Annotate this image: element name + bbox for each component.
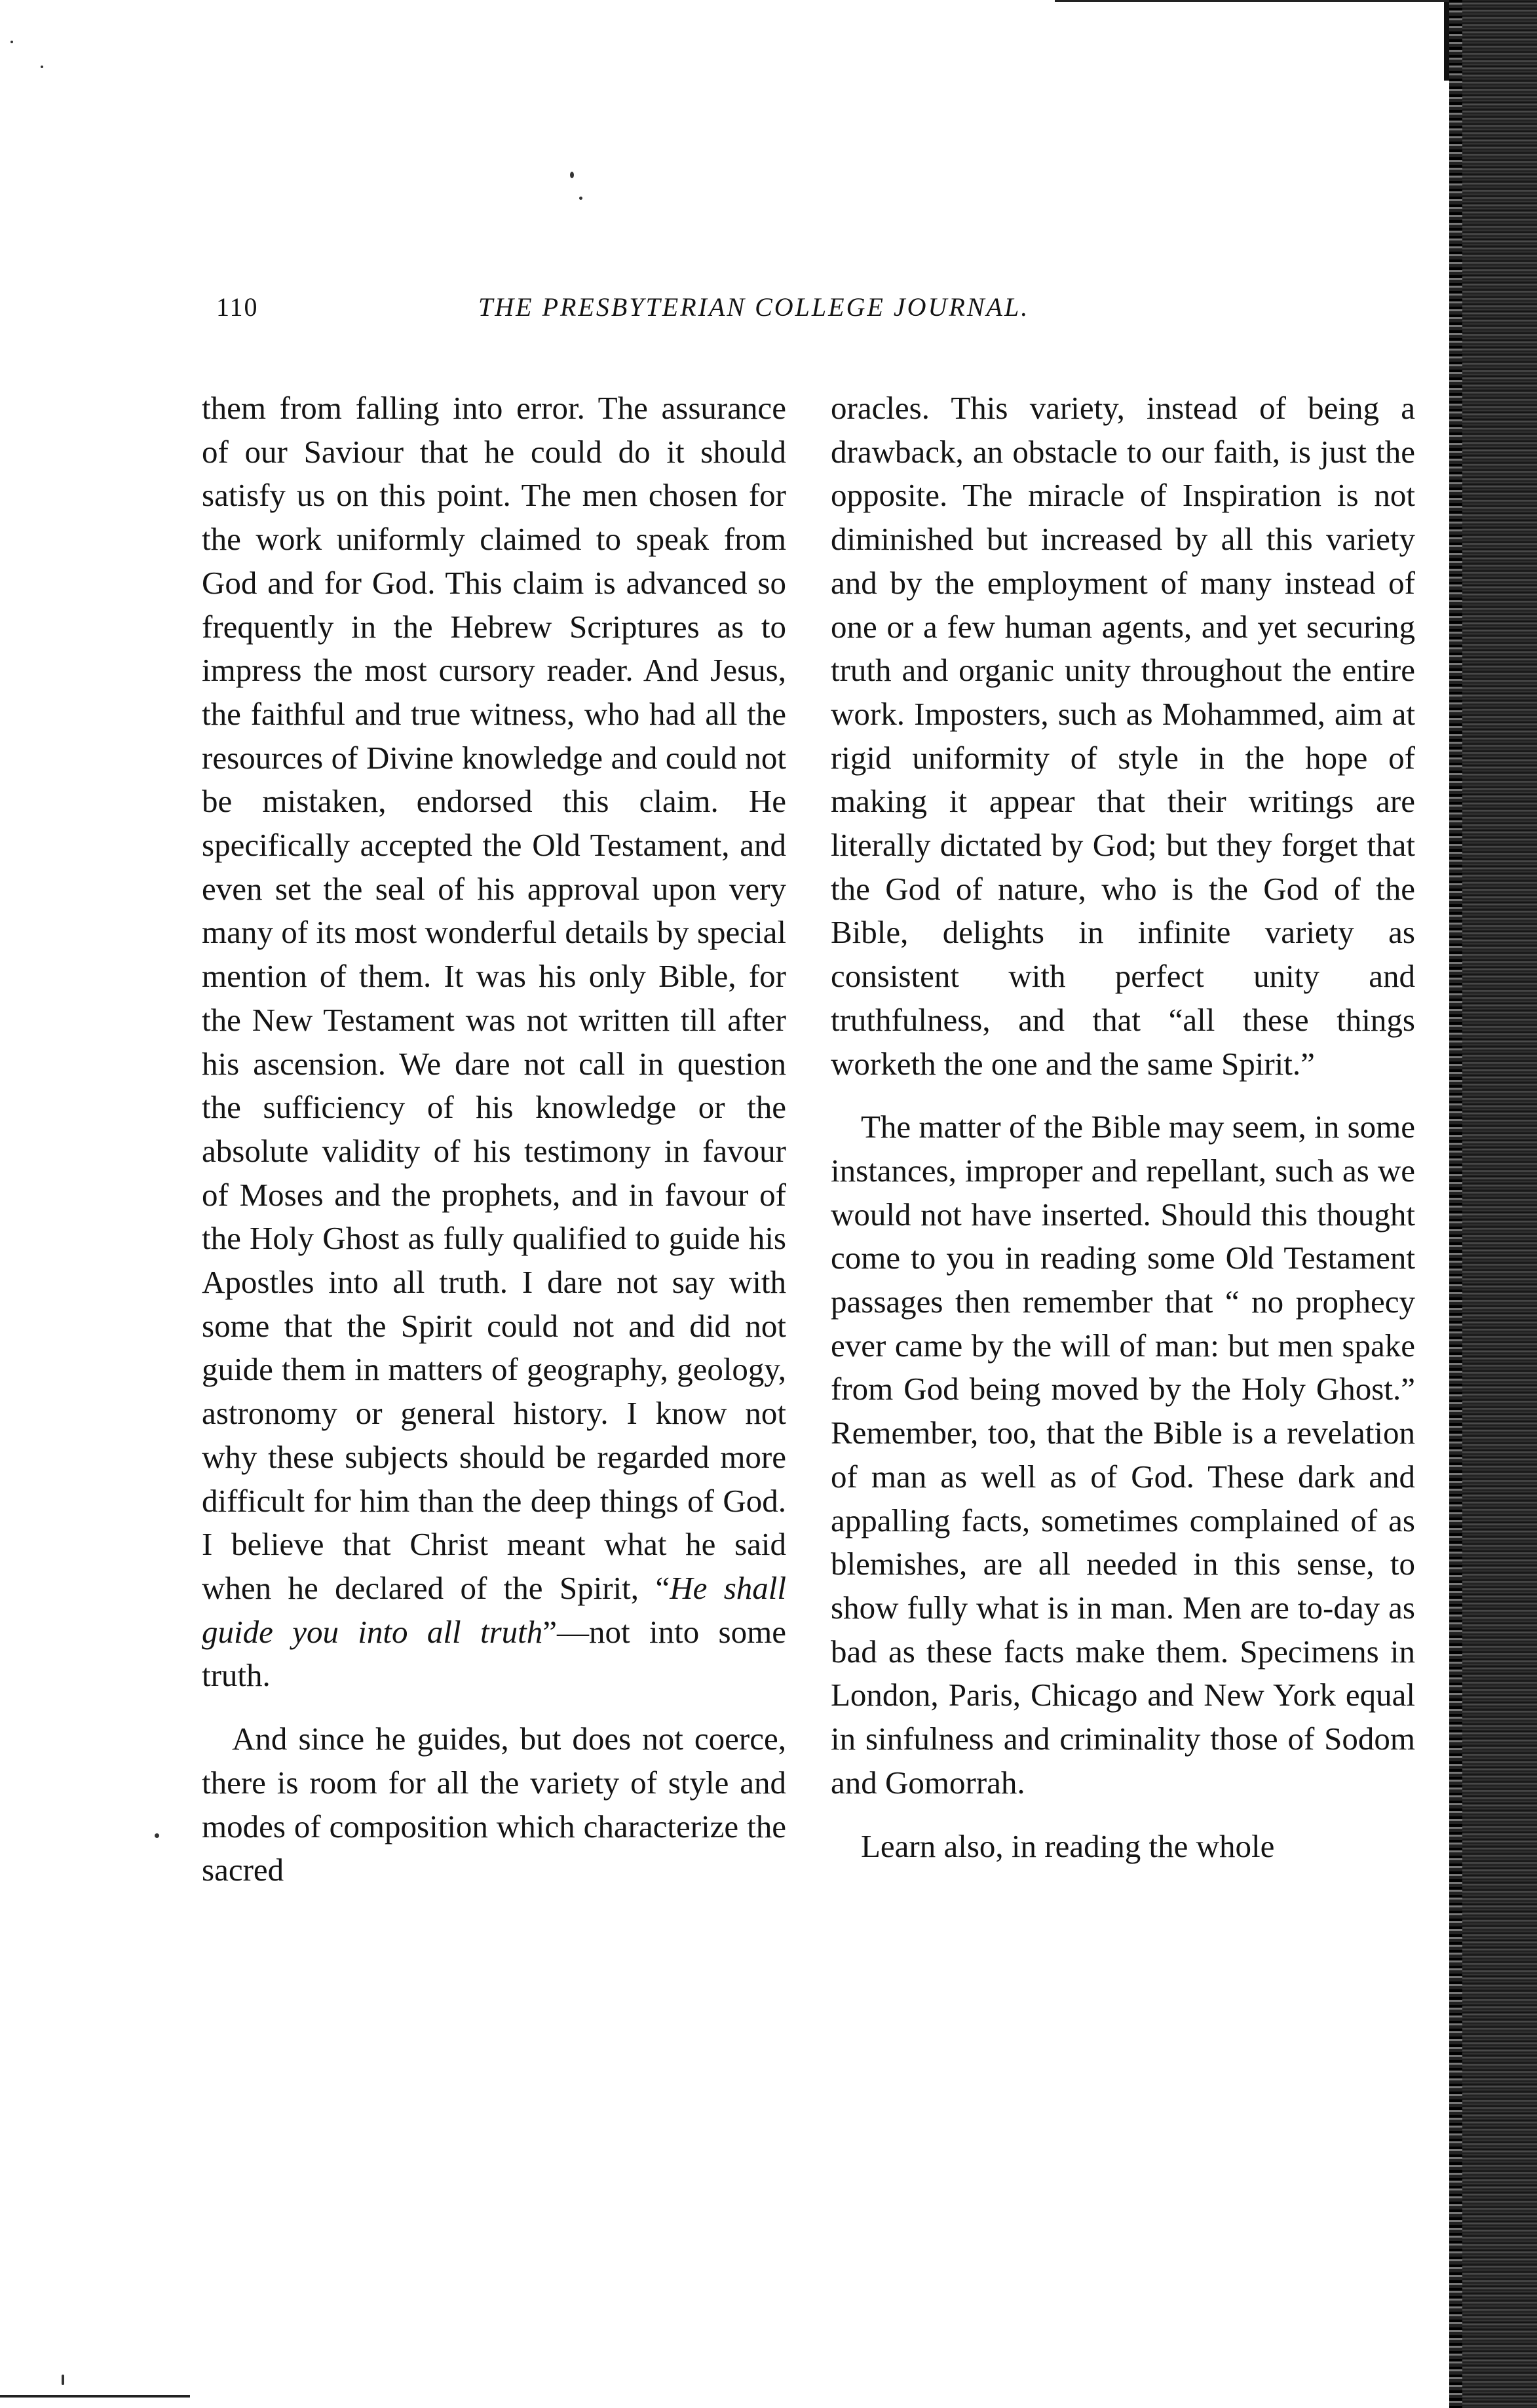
scan-bottom-rule — [0, 2395, 190, 2398]
quote-close: ”—not into some truth. — [202, 1613, 786, 1694]
ink-speck — [155, 1833, 159, 1838]
ink-speck — [62, 2375, 64, 2385]
right-column — [831, 387, 1415, 1868]
right-paragraph-2: The matter of the Bible may seem, in some instances, improper and repellant, such as we would not have inserted. Should this thought come to you in reading some Old Testament passages then remember that “ no prophecy ever came by the will of man: but men spake from God being moved by the Holy Ghost.” Remember, too, that the Bible is a revelation of man as well as of God. These dark and appalling facts, sometimes complained of as blemishes, are all needed in this sense, to show fully what is in man. Men are to-day as bad as these facts make them. Specimens in London, Paris, Chicago and New York equal in sinfulness and criminality those of Sodom and Gomorrah. — [831, 1109, 1415, 1801]
left-paragraph-1 — [202, 387, 786, 1698]
ink-speck — [10, 41, 13, 43]
italic-quote: He shall guide you into all truth — [202, 1569, 786, 1650]
scan-binding-edge — [1449, 0, 1537, 2408]
ink-speck — [41, 66, 43, 68]
running-title: THE PRESBYTERIAN COLLEGE JOURNAL. — [478, 292, 1030, 322]
ink-speck — [579, 197, 582, 200]
right-paragraph-1: oracles. This variety, instead of being a drawback, an obstacle to our faith, is just the opposite. The miracle of Inspiration is not diminished but increased by all this variety and by the employment of many instead of one or a few human agents, and yet securing truth and organic unity throughout the entire work. Imposters, such as Mohammed, aim at rigid uniformity of style in the hope of making it appear that their writings are literally dictated by God; but they forget that the God of nature, who is the God of the Bible, delights in infinite variety as consistent with perfect unity and truthfulness, and that “all these things worketh the one and the same Spirit.” — [831, 390, 1415, 1082]
ink-speck — [570, 172, 574, 178]
quote-open: “ — [655, 1569, 670, 1606]
left-column — [202, 387, 786, 1892]
scan-top-edge — [1055, 0, 1449, 14]
right-paragraph-3: Learn also, in reading the whole — [861, 1827, 1275, 1864]
page-header — [216, 292, 1166, 337]
page-number: 110 — [216, 292, 259, 322]
left-paragraph-1-text: them from falling into error. The assurance of our Saviour that he could do it should satisfy us on this point. The men chosen for the work uniformly claimed to speak from God and for God. This claim is advanced so frequently in the Hebrew Scriptures as to impress the most cursory reader. And Jesus, the faithful and true witness, who had all the resources of Divine knowledge and could not be mistaken, endorsed this claim. He specifically accepted the Old Testament, and even set the seal of his approval upon very many of its most wonderful details by special mention of them. It was his only Bible, for the New Testament was not written till after his ascension. We dare not call in question the sufficiency of his knowledge or the absolute validity of his testimony in favour of Moses and the prophets, and in favour of the Holy Ghost as fully qualified to guide his Apostles into all truth. I dare not say with some that the Spirit could not and did not guide them in matters of geography, geology, astronomy or general history. I know not why these subjects should be regarded more difficult for him than the deep things of God. I believe that Christ meant what he said when he declared of the Spirit, — [202, 390, 786, 1606]
left-paragraph-2: And since he guides, but does not coerce, there is room for all the variety of style and modes of composition which characterize the sacred — [202, 1721, 786, 1888]
